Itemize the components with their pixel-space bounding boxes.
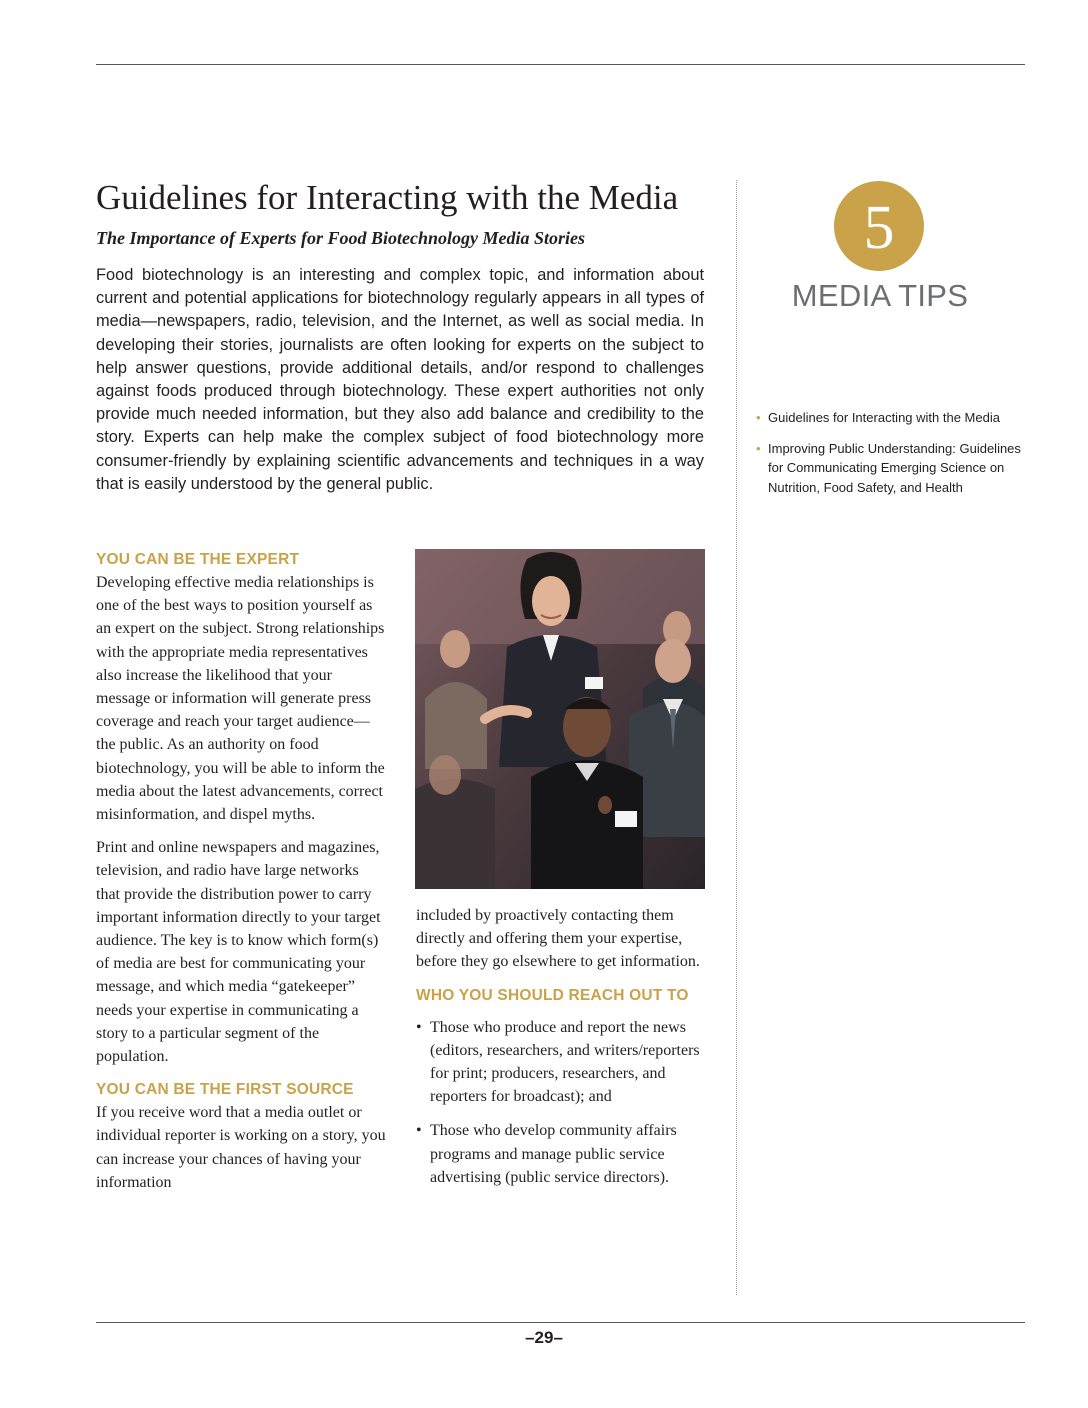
sidebar-item xyxy=(756,439,1028,498)
reach-out-list xyxy=(416,1016,708,1189)
reach-out-heading: WHO YOU SHOULD REACH OUT TO xyxy=(416,986,689,1004)
audience-photo-illustration xyxy=(415,549,705,889)
sidebar-item xyxy=(756,408,1028,428)
sidebar-list xyxy=(756,408,1028,508)
bullet-icon: • xyxy=(756,410,761,425)
list-item-text: Those who develop community affairs programs and manage public service advertising (public service directors). xyxy=(430,1122,677,1186)
column-divider xyxy=(736,180,737,1295)
first-source-paragraph: If you receive word that a media outlet or individual reporter is working on a story, you can increase your chances of having your information xyxy=(96,1104,386,1191)
page-number: –29– xyxy=(525,1328,563,1347)
first-source-heading: YOU CAN BE THE FIRST SOURCE xyxy=(96,1081,354,1099)
right-column xyxy=(416,904,708,1200)
intro-paragraph: Food biotechnology is an interesting and complex topic, and information about current and potential applications for biotechnology regularly appears in all types of media—newspapers, radio, television, and the Internet, as well as social media. In developing their stories, journalists are often looking for experts on the subject to help answer questions, provide additional details, and/or respond to challenges against foods produced through biotechnology. These expert authorities not only provide much needed information, but they also add balance and credibility to the story. Experts can help make the complex subject of food biotechnology more consumer-friendly by explaining scientific advancements and techniques in a way that is easily understood by the general public. xyxy=(96,266,704,493)
bullet-icon: • xyxy=(416,1122,422,1140)
left-column xyxy=(96,548,386,1204)
audience-photo xyxy=(415,549,705,889)
list-item xyxy=(416,1016,708,1109)
media-tips-label: MEDIA TIPS xyxy=(791,278,969,313)
top-rule xyxy=(96,64,1025,65)
expert-paragraph-2: Print and online newspapers and magazines, television, and radio have large networks that provide the distribution power to carry important information directly to your target audience. The key is to know which form(s) of media are best for communicating your message, and which media “gatekeeper” needs your expertise in communicating a story to a particular segment of the population. xyxy=(96,839,381,1066)
bullet-icon: • xyxy=(416,1018,422,1036)
bottom-rule xyxy=(96,1322,1025,1323)
tip-number-badge: 5 xyxy=(834,181,924,271)
list-item-text: Those who produce and report the news (editors, researchers, and writers/reporters for print; producers, researchers, and reporters for broadcast); and xyxy=(430,1018,700,1106)
page-subtitle: The Importance of Experts for Food Biotechnology Media Stories xyxy=(96,228,586,248)
first-source-continued: included by proactively contacting them directly and offering them your expertise, before they go elsewhere to get information. xyxy=(416,907,700,971)
sidebar-item-label: Improving Public Understanding: Guidelines for Communicating Emerging Science on Nutrition, Food Safety, and Health xyxy=(768,440,1021,495)
sidebar-item-label: Guidelines for Interacting with the Media xyxy=(768,410,1000,425)
page-title: Guidelines for Interacting with the Media xyxy=(96,178,679,217)
bullet-icon: • xyxy=(756,440,761,456)
expert-heading: YOU CAN BE THE EXPERT xyxy=(96,551,300,568)
expert-paragraph-1: Developing effective media relationships is one of the best ways to position yourself as an expert on the subject. Strong relationships with the appropriate media representatives also increase the likelihood that your message or information will generate press coverage and reach your target audience—the public. As an authority on food biotechnology, you will be able to inform the media about the latest advancements, correct misinformation, and dispel myths. xyxy=(96,574,385,824)
list-item xyxy=(416,1119,708,1189)
